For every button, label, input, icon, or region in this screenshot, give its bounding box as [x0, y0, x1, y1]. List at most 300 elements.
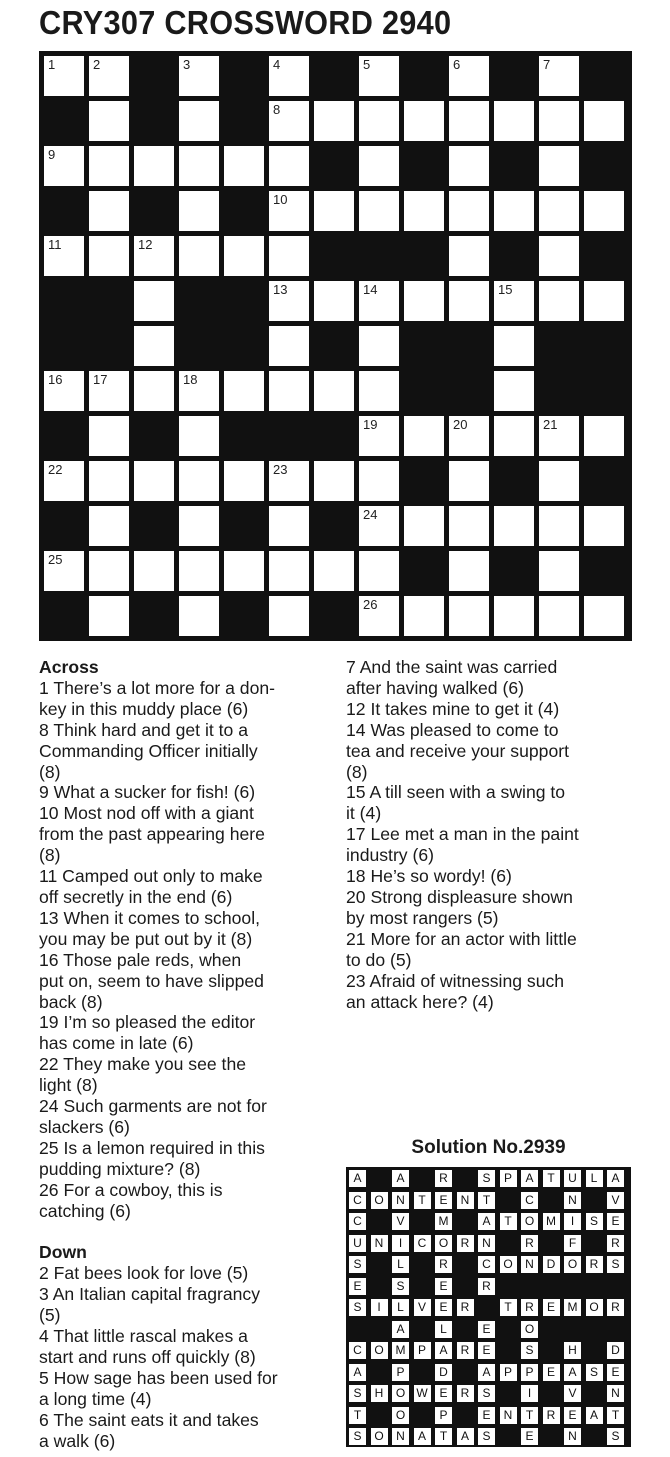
clue-number: 24 [363, 507, 378, 522]
page-title: CRY307 CROSSWORD 2940 [39, 4, 452, 41]
grid-cell[interactable] [494, 506, 534, 546]
grid-cell[interactable] [269, 461, 309, 501]
grid-cell[interactable] [449, 506, 489, 546]
grid-cell[interactable] [539, 596, 579, 636]
grid-cell[interactable] [89, 461, 129, 501]
grid-cell[interactable] [404, 596, 444, 636]
clue-line: tea and receive your support [346, 740, 569, 761]
grid-cell[interactable] [269, 101, 309, 141]
down-clue-list-continued [346, 657, 646, 1012]
clue-line: 26 For a cowboy, this is [39, 1179, 223, 1200]
grid-cell[interactable] [179, 596, 219, 636]
solution-cell: D [607, 1342, 624, 1359]
clue-number: 12 [138, 237, 153, 252]
grid-cell[interactable] [269, 236, 309, 276]
clue-line: 24 Such garments are not for [39, 1096, 267, 1117]
grid-cell[interactable] [44, 146, 84, 186]
solution-cell: I [371, 1299, 388, 1316]
solution-cell: P [414, 1342, 431, 1359]
grid-cell[interactable] [539, 551, 579, 591]
grid-cell[interactable] [89, 506, 129, 546]
clue-line: has come in late (6) [39, 1033, 194, 1054]
down-heading: Down [39, 1242, 87, 1263]
solution-cell: I [521, 1385, 538, 1402]
grid-cell[interactable] [269, 281, 309, 321]
solution-cell: A [478, 1364, 495, 1381]
grid-cell[interactable] [179, 461, 219, 501]
grid-cell[interactable] [179, 506, 219, 546]
grid-cell[interactable] [539, 416, 579, 456]
clue-line: 2 Fat bees look for love (5) [39, 1263, 249, 1284]
solution-cell: E [543, 1364, 560, 1381]
solution-grid [346, 1167, 631, 1447]
clue-number: 8 [273, 102, 281, 117]
solution-cell: A [457, 1428, 474, 1445]
grid-cell[interactable] [134, 371, 174, 411]
solution-cell: E [478, 1342, 495, 1359]
down-clue-list [39, 1263, 339, 1451]
solution-cell: R [607, 1299, 624, 1316]
grid-cell[interactable] [449, 461, 489, 501]
solution-cell: P [500, 1364, 517, 1381]
clue-number: 21 [543, 417, 558, 432]
clue-line: after having walked (6) [346, 677, 524, 698]
grid-cell[interactable] [494, 326, 534, 366]
grid-cell[interactable] [584, 506, 624, 546]
across-heading: Across [39, 657, 99, 677]
solution-cell: A [349, 1170, 366, 1187]
clue-number: 20 [453, 417, 468, 432]
clue-line: by most rangers (5) [346, 907, 499, 928]
solution-cell: D [543, 1256, 560, 1273]
solution-cell: N [457, 1192, 474, 1209]
clue-number: 22 [48, 462, 63, 477]
grid-cell[interactable] [179, 56, 219, 96]
solution-cell: N [500, 1407, 517, 1424]
clue-line: 6 The saint eats it and takes [39, 1409, 259, 1430]
clue-number: 14 [363, 282, 378, 297]
grid-cell[interactable] [584, 101, 624, 141]
clue-line: (8) [346, 761, 368, 782]
clue-line: Commanding Officer initially [39, 740, 258, 761]
grid-cell[interactable] [359, 596, 399, 636]
solution-cell: U [349, 1235, 366, 1252]
solution-cell: T [500, 1213, 517, 1230]
clue-number: 23 [273, 462, 288, 477]
clue-number: 26 [363, 597, 378, 612]
solution-cell: O [435, 1235, 452, 1252]
clue-line: 25 Is a lemon required in this [39, 1137, 265, 1158]
clue-line: 3 An Italian capital fragrancy [39, 1284, 261, 1305]
grid-cell[interactable] [134, 236, 174, 276]
solution-cell: A [414, 1428, 431, 1445]
solution-cell: P [435, 1407, 452, 1424]
solution-cell: I [392, 1235, 409, 1252]
solution-cell: U [564, 1170, 581, 1187]
clue-line: (8) [39, 761, 61, 782]
solution-cell: R [478, 1278, 495, 1295]
grid-cell[interactable] [89, 101, 129, 141]
grid-cell[interactable] [359, 191, 399, 231]
grid-cell[interactable] [89, 236, 129, 276]
clue-line: 5 How sage has been used for [39, 1367, 278, 1388]
solution-cell: R [586, 1256, 603, 1273]
grid-cell[interactable] [134, 551, 174, 591]
solution-cell: R [435, 1256, 452, 1273]
grid-cell[interactable] [314, 101, 354, 141]
clue-number: 25 [48, 552, 63, 567]
solution-cell: C [414, 1235, 431, 1252]
clue-line: key in this muddy place (6) [39, 698, 249, 719]
clue-line: off secretly in the end (6) [39, 886, 233, 907]
grid-cell[interactable] [449, 281, 489, 321]
grid-cell[interactable] [134, 461, 174, 501]
grid-cell[interactable] [44, 56, 84, 96]
solution-cell: R [457, 1342, 474, 1359]
clue-number: 10 [273, 192, 288, 207]
grid-cell[interactable] [224, 146, 264, 186]
grid-cell[interactable] [494, 371, 534, 411]
solution-cell: O [371, 1192, 388, 1209]
clue-line: 8 Think hard and get it to a [39, 719, 248, 740]
grid-cell[interactable] [494, 101, 534, 141]
solution-cell: O [521, 1321, 538, 1338]
grid-cell[interactable] [359, 371, 399, 411]
solution-cell: N [478, 1235, 495, 1252]
clue-number: 3 [183, 57, 191, 72]
solution-cell: A [392, 1321, 409, 1338]
grid-cell[interactable] [269, 146, 309, 186]
clue-line: 1 There’s a lot more for a don- [39, 677, 276, 698]
solution-cell: N [564, 1192, 581, 1209]
solution-cell: A [478, 1213, 495, 1230]
solution-cell: O [371, 1342, 388, 1359]
grid-cell[interactable] [359, 281, 399, 321]
grid-cell[interactable] [179, 146, 219, 186]
grid-cell[interactable] [404, 506, 444, 546]
solution-cell: H [371, 1385, 388, 1402]
grid-cell[interactable] [134, 326, 174, 366]
solution-cell: O [392, 1407, 409, 1424]
solution-cell: T [349, 1407, 366, 1424]
clue-number: 2 [93, 57, 101, 72]
clue-line: put on, seem to have slipped [39, 970, 264, 991]
clue-line: light (8) [39, 1075, 98, 1096]
grid-cell[interactable] [269, 506, 309, 546]
solution-cell: S [607, 1428, 624, 1445]
grid-cell[interactable] [269, 596, 309, 636]
clue-line: 13 When it comes to school, [39, 907, 261, 928]
solution-cell: E [564, 1407, 581, 1424]
solution-cell: R [457, 1385, 474, 1402]
clue-number: 19 [363, 417, 378, 432]
solution-cell: V [607, 1192, 624, 1209]
solution-cell: E [435, 1299, 452, 1316]
grid-cell[interactable] [494, 191, 534, 231]
solution-cell: T [543, 1170, 560, 1187]
solution-cell: O [521, 1213, 538, 1230]
grid-cell[interactable] [224, 461, 264, 501]
solution-cell: A [392, 1170, 409, 1187]
solution-cell: A [521, 1170, 538, 1187]
solution-title: Solution No.2939 [411, 1137, 566, 1158]
solution-cell: O [392, 1385, 409, 1402]
clue-number: 15 [498, 282, 513, 297]
solution-cell: C [478, 1256, 495, 1273]
grid-cell[interactable] [89, 551, 129, 591]
grid-cell[interactable] [404, 416, 444, 456]
solution-cell: M [543, 1213, 560, 1230]
grid-cell[interactable] [494, 281, 534, 321]
grid-cell[interactable] [404, 281, 444, 321]
grid-cell[interactable] [449, 596, 489, 636]
grid-cell[interactable] [89, 596, 129, 636]
clue-line: 15 A till seen with a swing to [346, 782, 566, 803]
solution-cell: L [435, 1321, 452, 1338]
solution-cell: S [392, 1278, 409, 1295]
solution-cell: L [392, 1299, 409, 1316]
grid-cell[interactable] [89, 146, 129, 186]
grid-cell[interactable] [44, 461, 84, 501]
clue-number: 18 [183, 372, 198, 387]
solution-cell: E [349, 1278, 366, 1295]
clue-line: (8) [39, 845, 61, 866]
grid-cell[interactable] [179, 371, 219, 411]
grid-cell[interactable] [359, 101, 399, 141]
grid-cell[interactable] [494, 416, 534, 456]
solution-cell: M [435, 1213, 452, 1230]
grid-cell[interactable] [224, 236, 264, 276]
grid-cell[interactable] [359, 326, 399, 366]
solution-cell: W [414, 1385, 431, 1402]
solution-cell: S [349, 1256, 366, 1273]
clue-line: 17 Lee met a man in the paint [346, 824, 579, 845]
solution-cell: A [586, 1407, 603, 1424]
solution-cell: T [478, 1192, 495, 1209]
grid-cell[interactable] [179, 101, 219, 141]
clue-line: 19 I’m so pleased the editor [39, 1012, 256, 1033]
clue-number: 16 [48, 372, 63, 387]
solution-cell: R [521, 1235, 538, 1252]
solution-cell: M [392, 1342, 409, 1359]
solution-cell: A [607, 1170, 624, 1187]
grid-cell[interactable] [269, 191, 309, 231]
grid-cell[interactable] [89, 371, 129, 411]
solution-cell: O [500, 1256, 517, 1273]
solution-cell: E [478, 1321, 495, 1338]
grid-cell[interactable] [224, 551, 264, 591]
clue-line: 7 And the saint was carried [346, 657, 558, 677]
solution-cell: O [371, 1428, 388, 1445]
grid-cell[interactable] [134, 146, 174, 186]
grid-cell[interactable] [404, 191, 444, 231]
grid-cell[interactable] [314, 281, 354, 321]
clue-line: a walk (6) [39, 1430, 116, 1451]
clue-line: 14 Was pleased to come to [346, 719, 559, 740]
grid-cell[interactable] [314, 191, 354, 231]
grid-cell[interactable] [269, 551, 309, 591]
grid-cell[interactable] [539, 101, 579, 141]
grid-cell[interactable] [539, 191, 579, 231]
solution-cell: C [349, 1192, 366, 1209]
clue-line: to do (5) [346, 949, 412, 970]
clue-number: 4 [273, 57, 281, 72]
grid-cell[interactable] [314, 371, 354, 411]
grid-cell[interactable] [89, 56, 129, 96]
solution-cell: E [607, 1213, 624, 1230]
solution-cell: E [435, 1278, 452, 1295]
grid-cell[interactable] [269, 326, 309, 366]
clue-number: 9 [48, 147, 56, 162]
clue-line: 11 Camped out only to make [39, 866, 263, 887]
grid-cell[interactable] [89, 191, 129, 231]
solution-cell: R [607, 1235, 624, 1252]
clue-line: 21 More for an actor with little [346, 928, 577, 949]
grid-cell[interactable] [584, 596, 624, 636]
solution-cell: R [543, 1407, 560, 1424]
grid-cell[interactable] [179, 236, 219, 276]
solution-cell: V [392, 1213, 409, 1230]
solution-cell: C [521, 1192, 538, 1209]
grid-cell[interactable] [44, 371, 84, 411]
clue-number: 6 [453, 57, 461, 72]
clue-line: 20 Strong displeasure shown [346, 886, 573, 907]
grid-cell[interactable] [314, 551, 354, 591]
solution-cell: E [543, 1299, 560, 1316]
grid-cell[interactable] [314, 461, 354, 501]
clue-number: 13 [273, 282, 288, 297]
solution-cell: C [349, 1213, 366, 1230]
grid-cell[interactable] [449, 551, 489, 591]
solution-cell: T [521, 1407, 538, 1424]
grid-cell[interactable] [584, 191, 624, 231]
solution-cell: O [586, 1299, 603, 1316]
clue-line: catching (6) [39, 1200, 131, 1221]
clue-number: 17 [93, 372, 108, 387]
grid-cell[interactable] [44, 551, 84, 591]
grid-cell[interactable] [584, 416, 624, 456]
grid-cell[interactable] [359, 56, 399, 96]
clue-line: back (8) [39, 991, 103, 1012]
clue-number: 11 [48, 237, 62, 252]
solution-cell: R [521, 1299, 538, 1316]
grid-cell[interactable] [449, 101, 489, 141]
solution-cell: N [564, 1428, 581, 1445]
clue-line: 10 Most nod off with a giant [39, 803, 254, 824]
grid-cell[interactable] [179, 551, 219, 591]
solution-cell: A [349, 1364, 366, 1381]
grid-cell[interactable] [449, 416, 489, 456]
solution-cell: E [607, 1364, 624, 1381]
solution-cell: T [414, 1192, 431, 1209]
solution-cell: S [586, 1213, 603, 1230]
grid-cell[interactable] [359, 416, 399, 456]
solution-cell: A [435, 1342, 452, 1359]
grid-cell[interactable] [539, 461, 579, 501]
grid-cell[interactable] [539, 506, 579, 546]
solution-cell: R [457, 1235, 474, 1252]
grid-cell[interactable] [359, 146, 399, 186]
clue-line: a long time (4) [39, 1388, 152, 1409]
grid-cell[interactable] [44, 236, 84, 276]
clue-line: 23 Afraid of witnessing such [346, 970, 565, 991]
grid-cell[interactable] [359, 506, 399, 546]
grid-cell[interactable] [539, 236, 579, 276]
grid-cell[interactable] [89, 416, 129, 456]
grid-cell[interactable] [269, 371, 309, 411]
solution-cell: M [564, 1299, 581, 1316]
grid-cell[interactable] [359, 551, 399, 591]
solution-cell: N [607, 1385, 624, 1402]
clue-line: 22 They make you see the [39, 1054, 247, 1075]
solution-cell: F [564, 1235, 581, 1252]
solution-cell: S [586, 1364, 603, 1381]
solution-cell: S [349, 1428, 366, 1445]
solution-cell: P [521, 1364, 538, 1381]
solution-cell: S [521, 1342, 538, 1359]
solution-cell: O [564, 1256, 581, 1273]
clue-line: an attack here? (4) [346, 991, 494, 1012]
solution-cell: S [607, 1256, 624, 1273]
solution-cell: S [349, 1299, 366, 1316]
clue-line: industry (6) [346, 845, 434, 866]
clue-line: start and runs off quickly (8) [39, 1346, 256, 1367]
solution-cell: A [564, 1364, 581, 1381]
solution-cell: E [435, 1385, 452, 1402]
solution-cell: L [586, 1170, 603, 1187]
grid-cell[interactable] [134, 281, 174, 321]
solution-cell: T [500, 1299, 517, 1316]
clue-line: it (4) [346, 803, 382, 824]
clue-line: pudding mixture? (8) [39, 1158, 201, 1179]
solution-cell: T [607, 1407, 624, 1424]
solution-cell: S [478, 1170, 495, 1187]
clue-number: 1 [48, 57, 56, 72]
grid-cell[interactable] [539, 281, 579, 321]
grid-cell[interactable] [359, 461, 399, 501]
clue-line: 9 What a sucker for fish! (6) [39, 782, 256, 803]
solution-cell: I [564, 1213, 581, 1230]
clue-line: you may be put out by it (8) [39, 928, 253, 949]
grid-cell[interactable] [179, 191, 219, 231]
across-clues [39, 657, 339, 1451]
grid-cell[interactable] [269, 56, 309, 96]
solution-cell: E [435, 1192, 452, 1209]
grid-cell[interactable] [179, 416, 219, 456]
clue-line: 4 That little rascal makes a [39, 1325, 248, 1346]
grid-cell[interactable] [449, 56, 489, 96]
grid-cell[interactable] [494, 596, 534, 636]
clue-line: slackers (6) [39, 1116, 130, 1137]
grid-cell[interactable] [404, 101, 444, 141]
solution-cell: V [564, 1385, 581, 1402]
grid-cell[interactable] [224, 371, 264, 411]
clue-number: 5 [363, 57, 371, 72]
solution-cell: C [349, 1342, 366, 1359]
crossword-grid [39, 51, 632, 641]
grid-cell[interactable] [449, 236, 489, 276]
grid-cell[interactable] [449, 191, 489, 231]
grid-cell[interactable] [539, 146, 579, 186]
solution-cell: T [435, 1428, 452, 1445]
grid-cell[interactable] [449, 146, 489, 186]
solution-cell: S [478, 1385, 495, 1402]
solution-cell: E [478, 1407, 495, 1424]
solution-cell: L [392, 1256, 409, 1273]
grid-cell[interactable] [539, 56, 579, 96]
grid-cell[interactable] [584, 281, 624, 321]
solution-cell: N [371, 1235, 388, 1252]
